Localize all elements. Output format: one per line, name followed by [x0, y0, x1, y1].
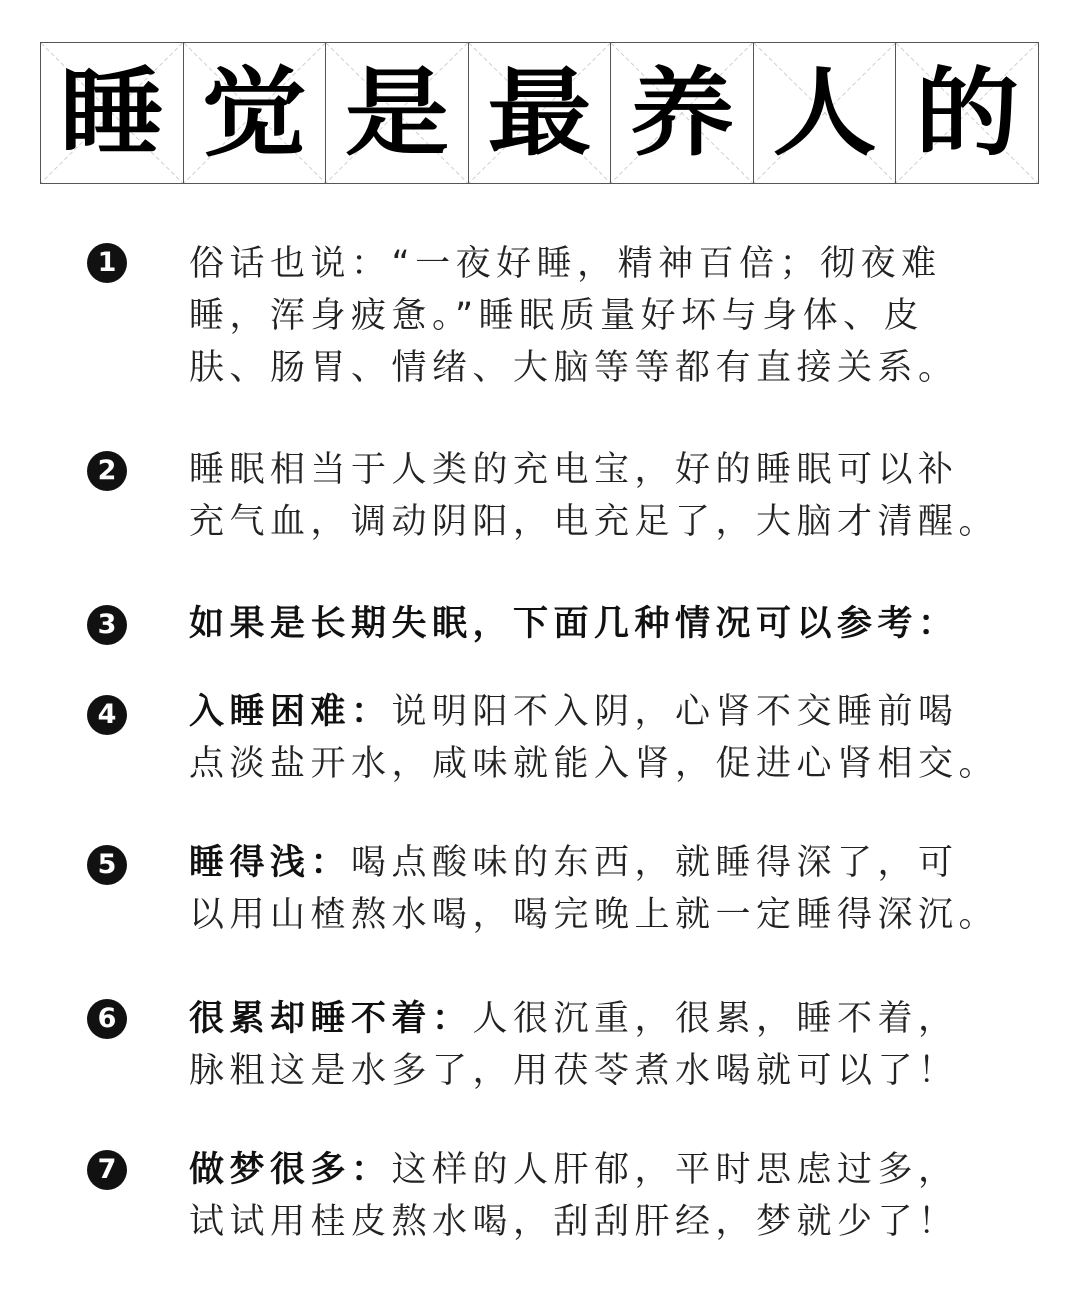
item-text	[189, 238, 1009, 394]
number-badge: 2	[87, 451, 127, 491]
item-text	[189, 837, 1009, 941]
text-line	[189, 837, 1009, 889]
item-body: 喝点酸味的东西，就睡得深了，可	[351, 843, 959, 883]
text-line-bold: 如果是长期失眠，下面几种情况可以参考：	[189, 604, 959, 644]
item-text	[189, 444, 1009, 548]
title-cell	[469, 43, 612, 183]
title-char: 人	[772, 56, 877, 170]
title-char: 的	[915, 56, 1020, 170]
text-line	[189, 1144, 1009, 1196]
item-text	[189, 598, 1009, 650]
item-heading: 做梦很多：	[189, 1150, 392, 1190]
item-text	[189, 686, 1009, 790]
item-body: 人很沉重，很累，睡不着，	[472, 999, 959, 1039]
title-cell	[754, 43, 897, 183]
number-badge: 7	[87, 1150, 127, 1190]
text-line	[189, 686, 1009, 738]
text-line	[189, 993, 1009, 1045]
title-char: 觉	[202, 56, 307, 170]
item-heading: 睡得浅：	[189, 843, 352, 883]
item-body: 这样的人肝郁，平时思虑过多，	[391, 1150, 959, 1190]
text-line: 俗话也说：“一夜好睡，精神百倍；彻夜难	[189, 244, 942, 284]
number-badge: 3	[87, 605, 127, 645]
title-cell	[896, 43, 1039, 183]
title-cell	[611, 43, 754, 183]
text-line: 以用山楂熬水喝，喝完晚上就一定睡得深沉。	[189, 895, 1000, 935]
item-text	[189, 1144, 1009, 1248]
title-char: 养	[630, 56, 735, 170]
item-text	[189, 993, 1009, 1097]
text-line: 充气血，调动阴阳，电充足了，大脑才清醒。	[189, 502, 1000, 542]
text-line: 点淡盐开水，咸味就能入肾，促进心肾相交。	[189, 744, 1000, 784]
text-line: 试试用桂皮熬水喝，刮刮肝经，梦就少了！	[189, 1202, 959, 1242]
title-banner	[40, 42, 1039, 184]
text-line: 脉粗这是水多了，用茯苓煮水喝就可以了！	[189, 1051, 959, 1091]
text-line: 睡眠相当于人类的充电宝，好的睡眠可以补	[189, 450, 959, 490]
number-badge: 6	[87, 999, 127, 1039]
text-line: 肤、肠胃、情绪、大脑等等都有直接关系。	[189, 348, 959, 388]
title-cell	[184, 43, 327, 183]
title-char: 是	[344, 56, 449, 170]
number-badge: 5	[87, 845, 127, 885]
title-char: 最	[487, 56, 592, 170]
item-body: 说明阳不入阴，心肾不交睡前喝	[391, 692, 959, 732]
number-badge: 4	[87, 695, 127, 735]
item-heading: 很累却睡不着：	[189, 999, 473, 1039]
number-badge: 1	[87, 243, 127, 283]
title-char: 睡	[59, 56, 164, 170]
text-line: 睡，浑身疲惫。”睡眠质量好坏与身体、皮	[189, 296, 925, 336]
title-cell	[326, 43, 469, 183]
item-heading: 入睡困难：	[189, 692, 392, 732]
title-cell	[41, 43, 184, 183]
